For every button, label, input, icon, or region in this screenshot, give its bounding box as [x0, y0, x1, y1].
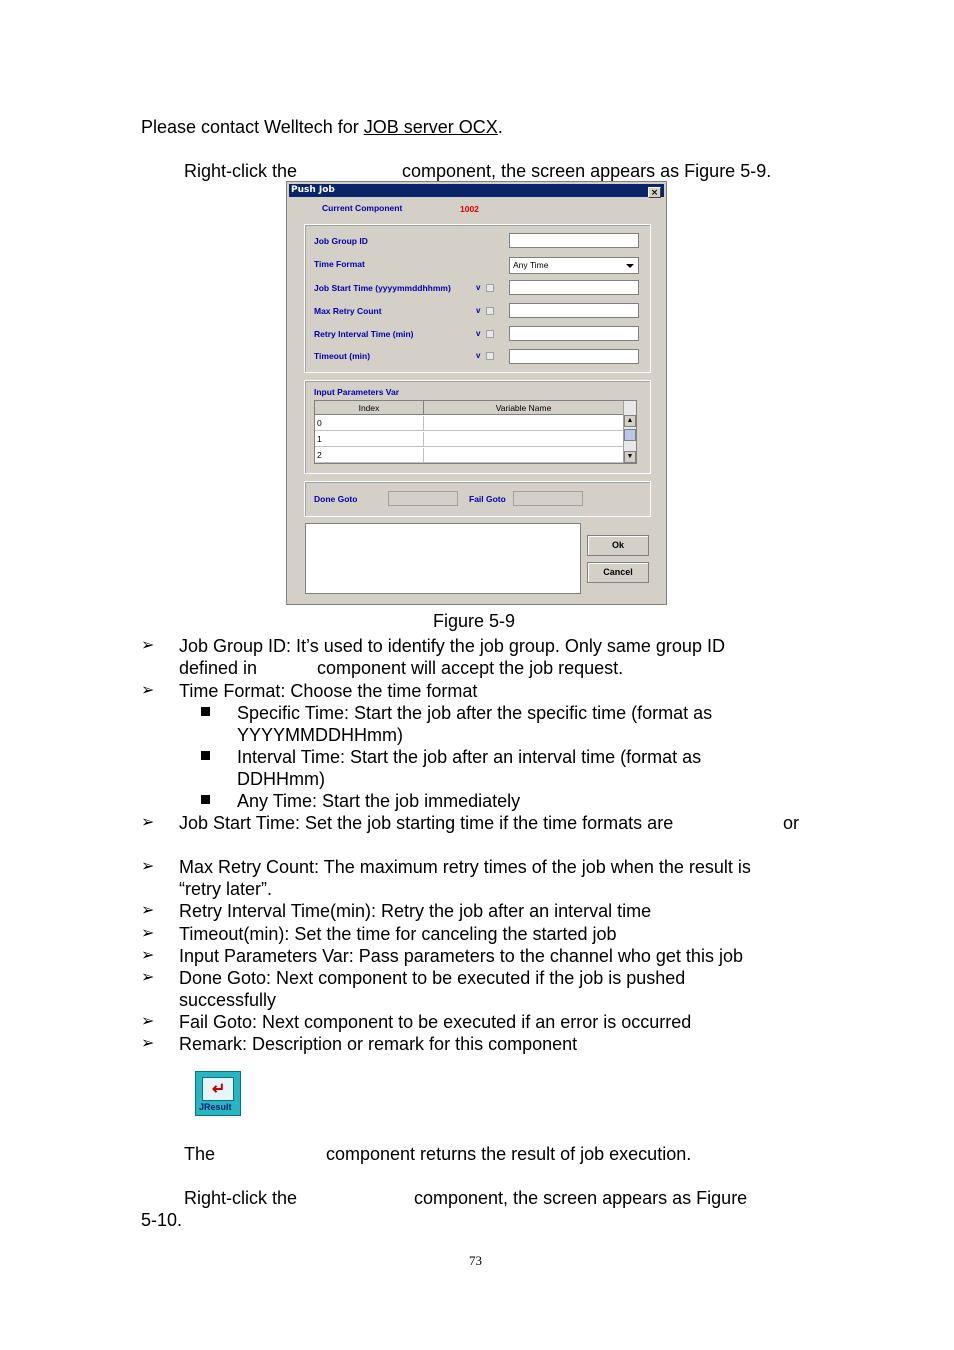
- rightclick-suffix: component, the screen appears as Figure 5-9.: [402, 161, 772, 181]
- bullet-job-start-time-or: or: [783, 813, 800, 833]
- table-cell-variable[interactable]: [424, 416, 624, 431]
- rightclick-prefix: Right-click the: [184, 161, 298, 181]
- bullet-done-goto: Done Goto: Next component to be executed if the job is pushed: [179, 968, 686, 988]
- outro-figure-ref: 5-10.: [141, 1210, 183, 1230]
- done-goto-label: Done Goto: [314, 494, 358, 504]
- jresult-icon-label: JResult: [199, 1102, 232, 1112]
- jresult-icon: [195, 1071, 241, 1116]
- return-arrow-icon: ↵: [212, 1081, 226, 1098]
- retry-interval-v-mark: v: [476, 329, 481, 338]
- outro-returns-result: component returns the result of job execution.: [326, 1144, 692, 1164]
- bullet-remark: Remark: Description or remark for this component: [179, 1034, 578, 1054]
- job-start-v-mark: v: [476, 283, 481, 292]
- time-format-select[interactable]: [509, 257, 639, 274]
- timeout-var-checkbox[interactable]: [486, 352, 494, 360]
- max-retry-v-mark: v: [476, 306, 481, 315]
- chevron-down-icon: [626, 264, 634, 268]
- job-group-id-input[interactable]: [509, 233, 639, 248]
- table-scrollbar[interactable]: [623, 401, 636, 463]
- bullet-job-group-id: Job Group ID: It’s used to identify the job group. Only same group ID: [179, 636, 725, 656]
- arrow-bullet-icon: ➢: [141, 902, 155, 919]
- retry-interval-input[interactable]: [509, 326, 639, 341]
- job-group-id-label: Job Group ID: [314, 236, 368, 246]
- remark-textarea[interactable]: [305, 523, 581, 594]
- max-retry-var-checkbox[interactable]: [486, 307, 494, 315]
- arrow-bullet-icon: ➢: [141, 814, 155, 831]
- bullet-job-group-id-cont-b: component will accept the job request.: [317, 658, 624, 678]
- sub-any-time: Any Time: Start the job immediately: [237, 791, 521, 811]
- timeout-label: Timeout (min): [314, 351, 371, 361]
- table-cell-index[interactable]: 0: [315, 416, 424, 431]
- input-params-label: Input Parameters Var: [314, 387, 400, 397]
- job-start-time-input[interactable]: [509, 280, 639, 295]
- scroll-up-icon[interactable]: ▲: [624, 415, 636, 427]
- bullet-retry-interval: Retry Interval Time(min): Retry the job after an interval time: [179, 901, 652, 921]
- timeout-v-mark: v: [476, 351, 481, 360]
- retry-interval-var-checkbox[interactable]: [486, 330, 494, 338]
- outro-the: The: [184, 1144, 216, 1164]
- bullet-job-start-time: Job Start Time: Set the job starting time if the time formats are: [179, 813, 674, 833]
- current-component-label: Current Component: [322, 203, 403, 213]
- bullet-max-retry-cont: “retry later”.: [179, 879, 273, 899]
- bullet-job-group-id-cont-a: defined in: [179, 658, 258, 678]
- square-bullet-icon: [201, 751, 210, 760]
- job-server-ocx-link[interactable]: JOB server OCX: [363, 117, 498, 137]
- fail-goto-field[interactable]: [513, 491, 583, 506]
- timeout-input[interactable]: [509, 349, 639, 364]
- max-retry-input[interactable]: [509, 303, 639, 318]
- time-format-value: Any Time: [513, 260, 549, 270]
- close-icon[interactable]: ×: [648, 187, 661, 198]
- contact-line: [141, 116, 503, 138]
- ok-button[interactable]: Ok: [587, 535, 649, 556]
- page-number: 73: [469, 1253, 482, 1268]
- current-component-value: 1002: [460, 204, 479, 214]
- table-header-variable-name[interactable]: Variable Name: [424, 401, 624, 415]
- contact-suffix: .: [497, 117, 503, 137]
- sub-specific-time: Specific Time: Start the job after the specific time (format as: [237, 703, 713, 723]
- bullet-max-retry: Max Retry Count: The maximum retry times of the job when the result is: [179, 857, 751, 877]
- scroll-down-icon[interactable]: ▼: [624, 451, 636, 463]
- bullet-time-format: Time Format: Choose the time format: [179, 681, 478, 701]
- sub-interval-time-cont: DDHHmm): [237, 769, 325, 789]
- square-bullet-icon: [201, 707, 210, 716]
- bullet-fail-goto: Fail Goto: Next component to be executed if an error is occurred: [179, 1012, 692, 1032]
- job-start-var-checkbox[interactable]: [486, 284, 494, 292]
- dialog-title: Push Job: [291, 185, 335, 195]
- outro-rightclick-suffix: component, the screen appears as Figure: [414, 1188, 748, 1208]
- done-goto-field[interactable]: [388, 491, 458, 506]
- scroll-thumb[interactable]: [624, 429, 636, 441]
- bullet-input-params: Input Parameters Var: Pass parameters to the channel who get this job: [179, 946, 743, 966]
- arrow-bullet-icon: ➢: [141, 637, 155, 654]
- job-start-time-label: Job Start Time (yyyymmddhhmm): [314, 283, 451, 293]
- table-cell-index[interactable]: 1: [315, 432, 424, 447]
- contact-prefix: Please contact Welltech for: [141, 117, 364, 137]
- arrow-bullet-icon: ➢: [141, 947, 155, 964]
- input-params-table: [314, 400, 637, 464]
- time-format-label: Time Format: [314, 259, 365, 269]
- table-cell-variable[interactable]: [424, 432, 624, 447]
- arrow-bullet-icon: ➢: [141, 969, 155, 986]
- figure-caption: Figure 5-9: [433, 611, 516, 631]
- arrow-bullet-icon: ➢: [141, 682, 155, 699]
- arrow-bullet-icon: ➢: [141, 858, 155, 875]
- retry-interval-label: Retry Interval Time (min): [314, 329, 414, 339]
- table-cell-variable[interactable]: [424, 448, 624, 463]
- arrow-bullet-icon: ➢: [141, 1035, 155, 1052]
- arrow-bullet-icon: ➢: [141, 1013, 155, 1030]
- cancel-button[interactable]: Cancel: [587, 562, 649, 583]
- dialog-titlebar: [289, 184, 664, 197]
- sub-specific-time-cont: YYYYMMDDHHmm): [237, 725, 403, 745]
- bullet-timeout: Timeout(min): Set the time for canceling the started job: [179, 924, 617, 944]
- sub-interval-time: Interval Time: Start the job after an interval time (format as: [237, 747, 702, 767]
- square-bullet-icon: [201, 795, 210, 804]
- outro-rightclick-prefix: Right-click the: [184, 1188, 298, 1208]
- max-retry-label: Max Retry Count: [314, 306, 382, 316]
- jresult-icon-screen: [202, 1077, 234, 1101]
- fail-goto-label: Fail Goto: [469, 494, 506, 504]
- arrow-bullet-icon: ➢: [141, 925, 155, 942]
- table-cell-index[interactable]: 2: [315, 448, 424, 463]
- bullet-done-goto-cont: successfully: [179, 990, 277, 1010]
- table-header-index[interactable]: Index: [315, 401, 424, 415]
